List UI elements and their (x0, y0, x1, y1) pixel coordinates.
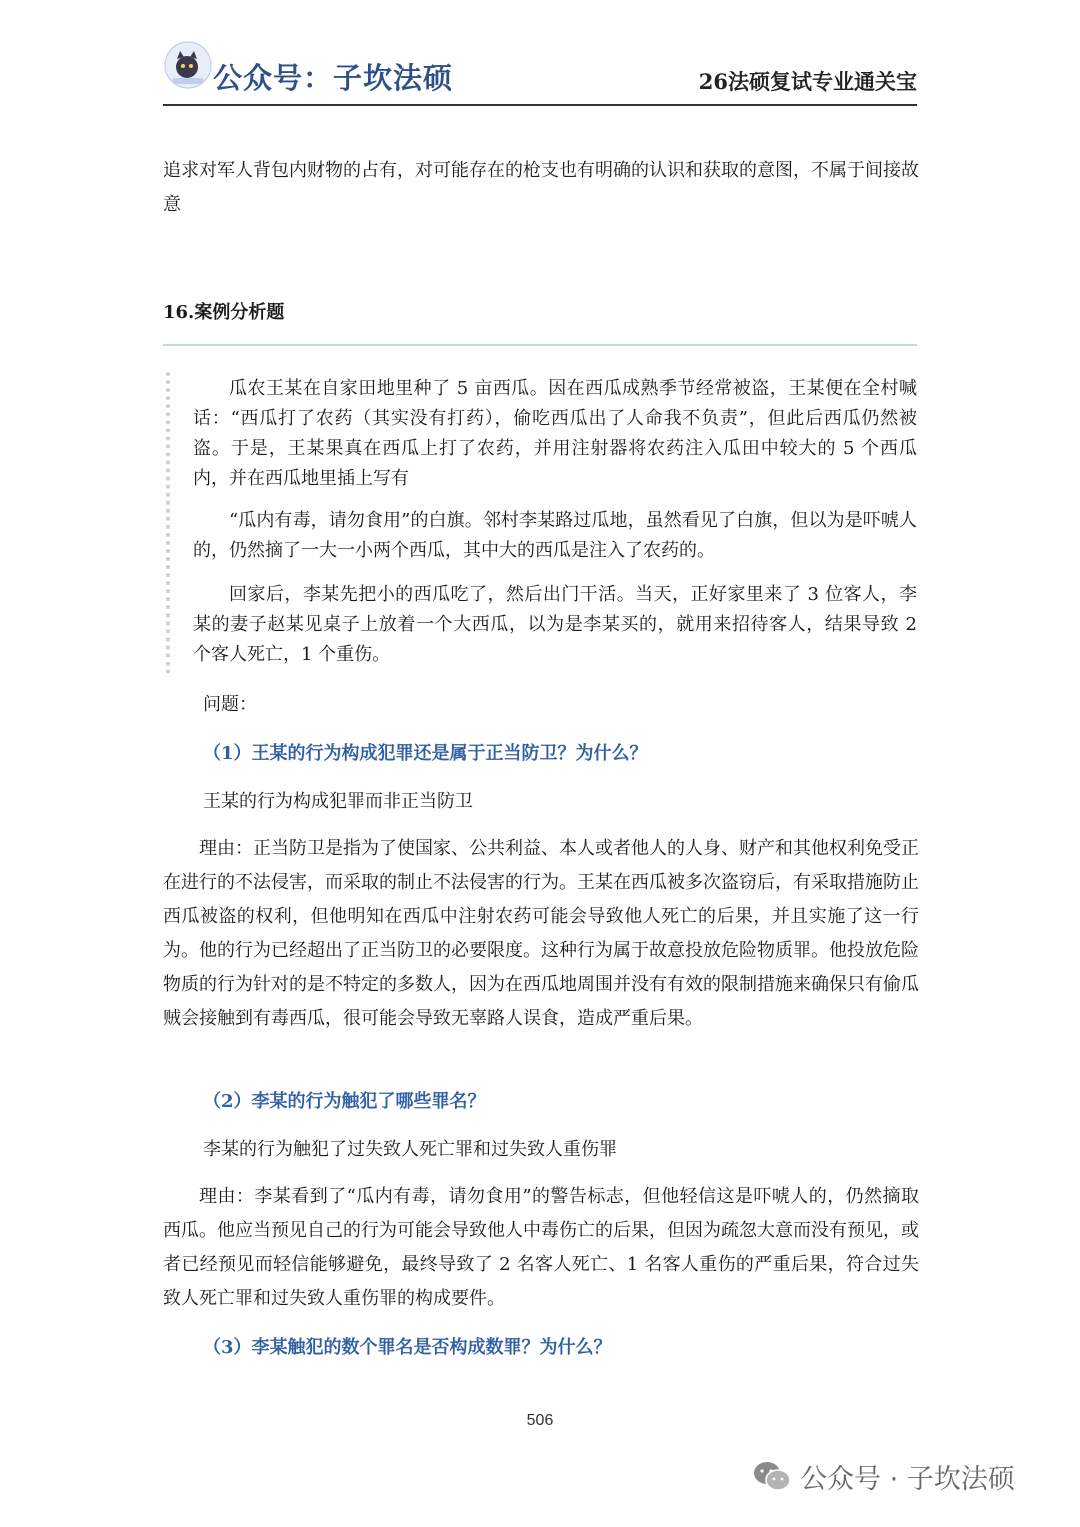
wechat-icon (752, 1459, 792, 1493)
intro-paragraph: 追求对军人背包内财物的占有，对可能存在的枪支也有明确的认识和获取的意图，不属于间接故意 (163, 160, 919, 215)
reason-2: 理由：李某看到了“瓜内有毒，请勿食用”的警告标志，但他轻信这是吓唬人的，仍然摘取西瓜。他应当预见自己的行为可能会导致他人中毒伤亡的后果，但因为疏忽大意而没有预见，或者已经预见而轻信能够避免，最终导致了 2 名客人死亡、1 名客人重伤的严重后果，符合过失致人死亡罪和过失致人重伤罪的构成要件。 (163, 1186, 919, 1309)
avatar-logo-icon (163, 40, 213, 90)
section-divider (163, 344, 917, 346)
brand-title: 公众号：子坎法硕 (213, 61, 454, 95)
question-2: （2）李某的行为触犯了哪些罪名？ (203, 1091, 486, 1112)
question-1: （1）王某的行为构成犯罪还是属于正当防卫？为什么？ (203, 743, 648, 764)
answer-1: 王某的行为构成犯罪而非正当防卫 (203, 791, 473, 812)
page-header (163, 36, 917, 106)
watermark (752, 1456, 1015, 1496)
question-3: （3）李某触犯的数个罪名是否构成数罪？为什么？ (203, 1337, 612, 1358)
page-number: 506 (526, 1412, 554, 1429)
case-paragraph-2: “瓜内有毒，请勿食用”的白旗。邻村李某路过瓜地，虽然看见了白旗，但以为是吓唬人的，仍然摘了一大一小两个西瓜，其中大的西瓜是注入了农药的。 (193, 510, 917, 561)
answer-2: 李某的行为触犯了过失致人死亡罪和过失致人重伤罪 (203, 1139, 617, 1160)
reason-1: 理由：正当防卫是指为了使国家、公共利益、本人或者他人的人身、财产和其他权利免受正在进行的不法侵害，而采取的制止不法侵害的行为。王某在西瓜被多次盗窃后，有采取措施防止西瓜被盗的权利，但他明知在西瓜中注射农药可能会导致他人死亡的后果，并且实施了这一行为。他的行为已经超出了正当防卫的必要限度。这种行为属于故意投放危险物质罪。他投放危险物质的行为针对的是不特定的多数人，因为在西瓜地周围并没有有效的限制措施来确保只有偷瓜贼会接触到有毒西瓜，很可能会导致无辜路人误食，造成严重后果。 (163, 838, 919, 1029)
watermark-text: 公众号 · 子坎法硕 (800, 1463, 1015, 1495)
case-paragraph-1: 瓜农王某在自家田地里种了 5 亩西瓜。因在西瓜成熟季节经常被盗，王某便在全村喊话：“西瓜打了农药（其实没有打药），偷吃西瓜出了人命我不负责”，但此后西瓜仍然被盗。于是，王某果真在西瓜上打了农药，并用注射器将农药注入瓜田中较大的 5 个西瓜内，并在西瓜地里插上写有 (193, 378, 917, 489)
questions-label: 问题： (203, 694, 257, 715)
case-paragraph-3: 回家后，李某先把小的西瓜吃了，然后出门干活。当天，正好家里来了 3 位客人，李某的妻子赵某见桌子上放着一个大西瓜，以为是李某买的，就用来招待客人，结果导致 2 个客人死亡，1 个重伤。 (193, 584, 917, 665)
book-title: 26法硕复试专业通关宝 (698, 69, 917, 94)
section-title: 16.案例分析题 (163, 302, 285, 323)
